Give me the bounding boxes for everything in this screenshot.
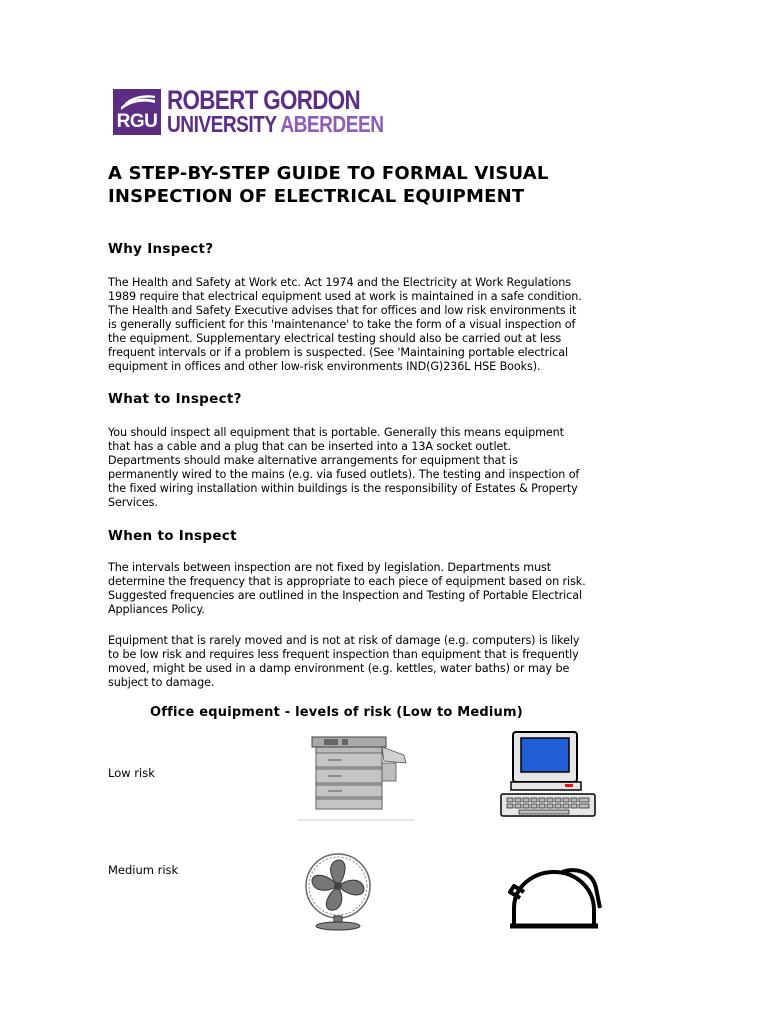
heading-what-to-inspect: What to Inspect? [108,391,242,407]
logo-aberdeen: ABERDEEN [280,111,384,137]
paragraph-what-to-inspect [108,426,658,510]
photocopier-icon [298,733,416,827]
text-line: The Health and Safety at Work etc. Act 1974 and the Electricity at Work Regulations [108,276,571,289]
heading-when-to-inspect: When to Inspect [108,528,237,544]
computer-icon [497,730,603,822]
logo-line-2 [167,113,383,135]
text-line: is generally sufficient for this 'maintenance' to take the form of a visual inspection of [108,318,576,331]
text-line: that has a cable and a plug that can be inserted into a 13A socket outlet. [108,440,511,453]
text-line: Departments should make alternative arrangements for equipment that is [108,454,518,467]
text-line: The intervals between inspection are not fixed by legislation. Departments must [108,561,552,574]
text-line: permanently wired to the mains (e.g. via fused outlets). The testing and inspection of [108,468,580,481]
text-line: subject to damage. [108,676,215,689]
heading-why-inspect: Why Inspect? [108,241,214,257]
text-line: You should inspect all equipment that is portable. Generally this means equipment [108,426,564,439]
logo-university: UNIVERSITY [167,111,277,137]
paragraph-risk-explanation [108,634,658,690]
fan-icon [296,852,382,936]
medium-risk-label: Medium risk [108,863,179,877]
text-line: the fixed wiring installation within buildings is the responsibility of Estates & Property [108,482,578,495]
university-logo [113,85,428,137]
document-title: A STEP-BY-STEP GUIDE TO FORMAL VISUAL INSPECTION OF ELECTRICAL EQUIPMENT [108,163,549,207]
text-line: frequent intervals or if a problem is suspected. (See 'Maintaining portable electrical [108,346,568,359]
text-line: The Health and Safety Executive advises that for offices and low risk environments it [108,304,577,317]
logo-mark-text: RGU [116,111,158,132]
text-line: to be low risk and requires less frequent inspection than equipment that is frequently [108,648,579,661]
text-line: 1989 require that electrical equipment used at work is maintained in a safe condition. [108,290,582,303]
text-line: equipment in offices and other low-risk environments IND(G)236L HSE Books). [108,360,541,373]
logo-line-1: ROBERT GORDON [167,85,361,115]
text-line: Services. [108,496,158,509]
kettle-icon [506,858,602,936]
logo-wordmark [167,85,428,137]
text-line: Appliances Policy. [108,603,205,616]
text-line: Suggested frequencies are outlined in the Inspection and Testing of Portable Electrical [108,589,582,602]
paragraph-why-inspect [108,276,658,374]
risk-table-title: Office equipment - levels of risk (Low to Medium) [150,705,523,720]
text-line: determine the frequency that is appropriate to each piece of equipment based on risk. [108,575,586,588]
text-line: the equipment. Supplementary electrical testing should also be carried out at less [108,332,562,345]
text-line: Equipment that is rarely moved and is not at risk of damage (e.g. computers) is likely [108,634,580,647]
paragraph-when-to-inspect [108,561,658,617]
low-risk-label: Low risk [108,766,155,780]
rgu-logo-mark [113,89,161,135]
text-line: moved, might be used in a damp environment (e.g. kettles, water baths) or may be [108,662,570,675]
